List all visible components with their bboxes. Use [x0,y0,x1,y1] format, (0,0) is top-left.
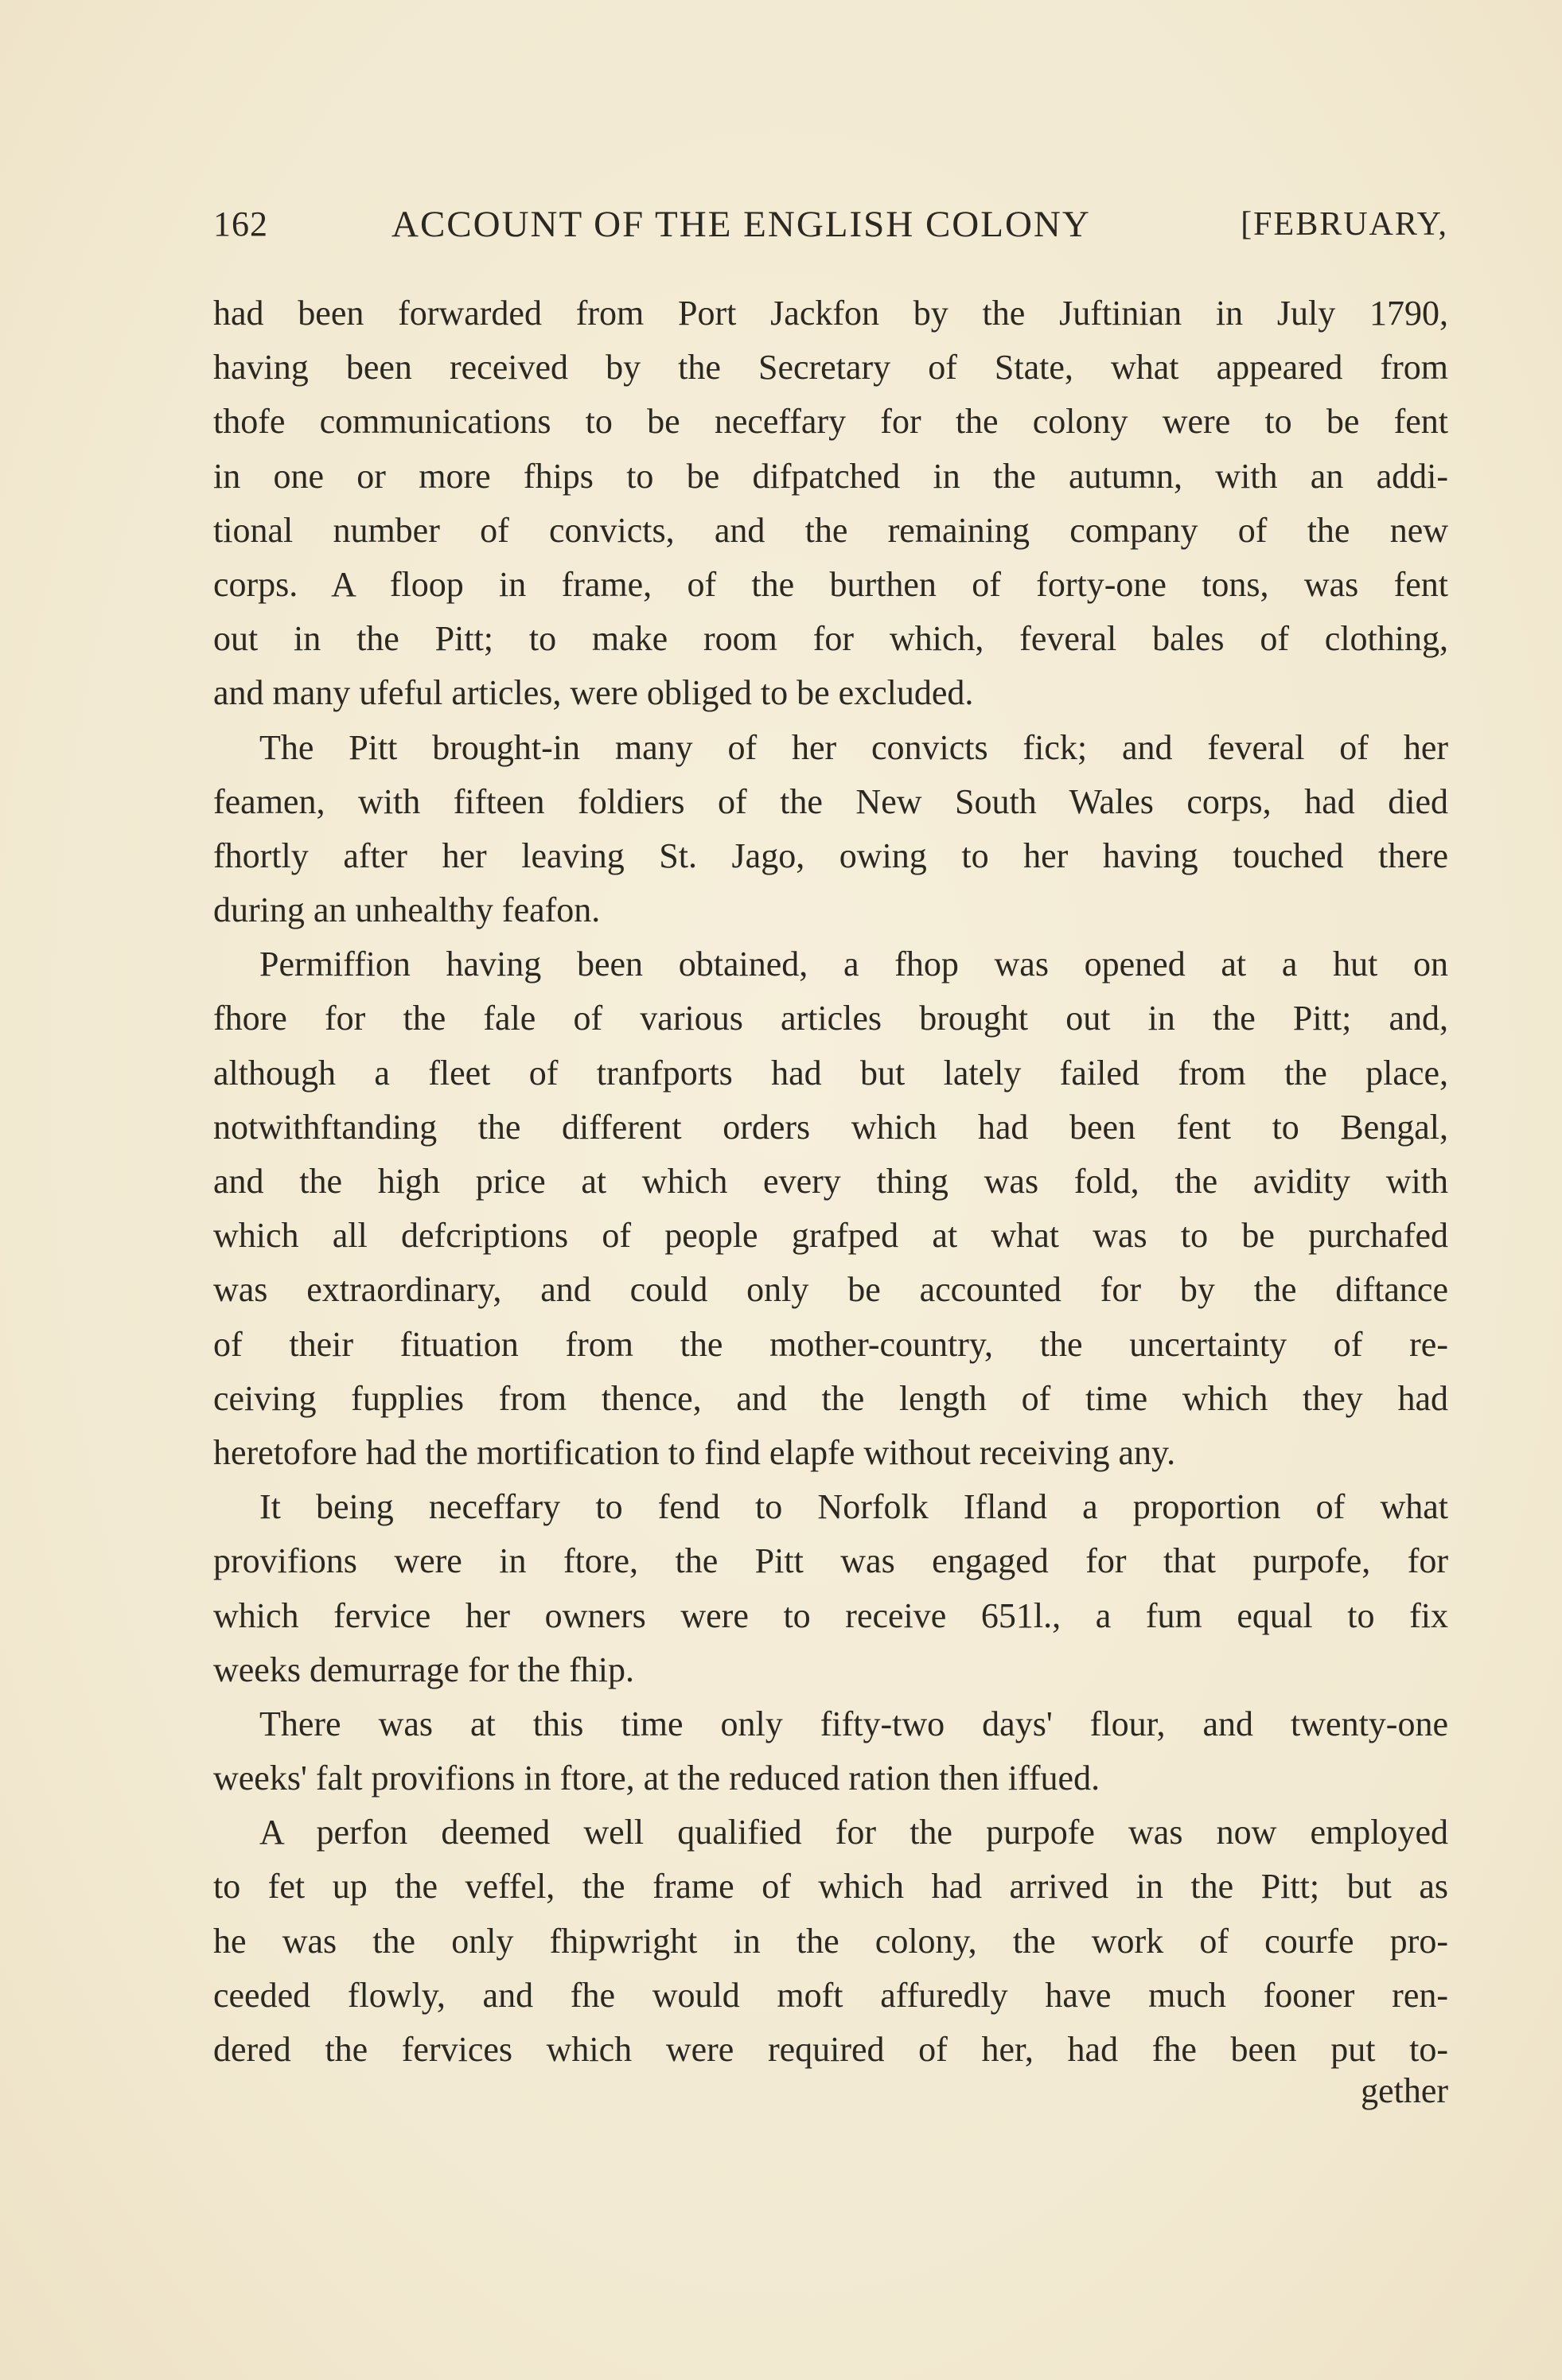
text-line: during an unhealthy feafon. [213,890,601,930]
text-line: notwithftanding the different orders which had been fent to Bengal, [213,1107,1448,1147]
text-line: out in the Pitt; to make room for which, feveral bales of clothing, [213,619,1448,659]
text-line: A perfon deemed well qualified for the purpofe was now employed [259,1813,1448,1852]
text-line: heretofore had the mortification to find elapfe without receiving any. [213,1432,1176,1472]
running-title: ACCOUNT OF THE ENGLISH COLONY [391,204,1091,245]
text-line: having been received by the Secretary of State, what appeared from [213,348,1448,388]
text-line: dered the fervices which were required of her, had fhe been put to- [213,2030,1448,2069]
text-line: and many ufeful articles, were obliged to be excluded. [213,673,974,713]
text-line: which fervice her owners were to receive 651l., a fum equal to fix [213,1595,1448,1635]
text-line: corps. A floop in frame, of the burthen of forty-one tons, was fent [213,564,1448,604]
text-line: ceiving fupplies from thence, and the length of time which they had [213,1378,1448,1418]
catchword: gether [1361,2071,1448,2110]
text-line: provifions were in ftore, the Pitt was engaged for that purpofe, for [213,1541,1448,1581]
text-line: fhortly after her leaving St. Jago, owing to her having touched there [213,836,1448,875]
text-line: he was the only fhipwright in the colony, the work of courfe pro- [213,1921,1448,1961]
text-line: in one or more fhips to be difpatched in the autumn, with an addi- [213,456,1448,496]
text-line: weeks demurrage for the fhip. [213,1650,635,1689]
text-line: to fet up the veffel, the frame of which had arrived in the Pitt; but as [213,1867,1448,1907]
text-line: and the high price at which every thing was fold, the avidity with [213,1162,1448,1201]
running-month: [FEBRUARY, [1241,206,1448,243]
text-line: The Pitt brought-in many of her convicts fick; and feveral of her [259,727,1448,767]
running-head [213,201,1448,248]
text-line: tional number of convicts, and the remaining company of the new [213,510,1448,550]
text-line: There was at this time only fifty-two days' flour, and twenty-one [259,1704,1448,1743]
body-text [213,286,1448,2077]
text-line: feamen, with fifteen foldiers of the New South Wales corps, had died [213,781,1448,821]
text-line: Permiffion having been obtained, a fhop was opened at a hut on [259,945,1448,984]
text-line: weeks' falt provifions in ftore, at the reduced ration then iffued. [213,1759,1100,1798]
text-line: although a fleet of tranfports had but lately failed from the place, [213,1053,1448,1093]
text-line: was extraordinary, and could only be accounted for by the diftance [213,1270,1448,1310]
text-line: It being neceffary to fend to Norfolk Ifland a proportion of what [259,1487,1448,1527]
text-line: which all defcriptions of people grafped at what was to be purchafed [213,1216,1448,1256]
page-number: 162 [213,205,268,243]
text-line: thofe communications to be neceffary for the colony were to be fent [213,402,1448,442]
text-line: of their fituation from the mother-country, the uncertainty of re- [213,1324,1448,1364]
text-line: had been forwarded from Port Jackfon by the Juftinian in July 1790, [213,294,1448,333]
text-line: fhore for the fale of various articles brought out in the Pitt; and, [213,999,1448,1038]
text-line: ceeded flowly, and fhe would moft affuredly have much fooner ren- [213,1975,1448,2015]
